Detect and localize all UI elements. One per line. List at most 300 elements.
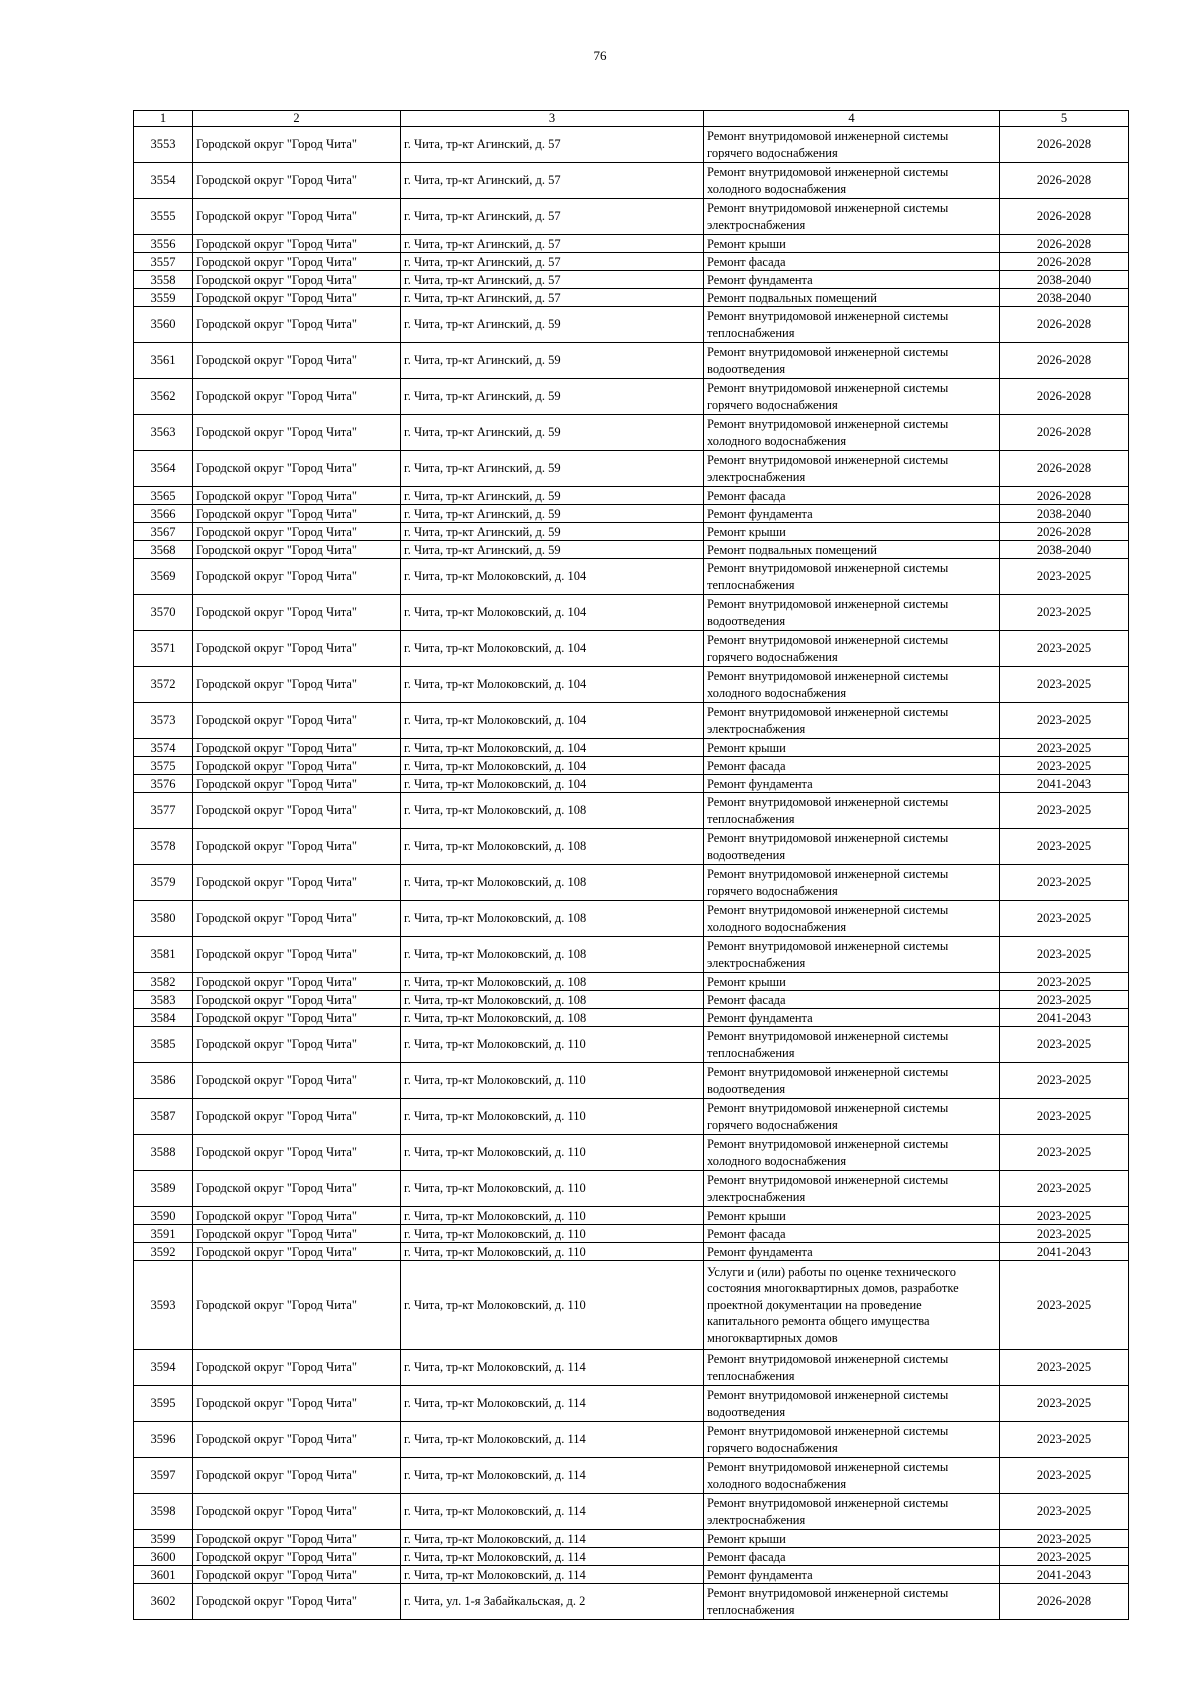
period-cell: 2023-2025: [1000, 1261, 1129, 1350]
address-cell: г. Чита, тр-кт Молоковский, д. 114: [401, 1494, 704, 1530]
period-cell: 2023-2025: [1000, 1063, 1129, 1099]
work-type-cell: Ремонт внутридомовой инженерной системы горячего водоснабжения: [704, 379, 1000, 415]
row-number-cell: 3600: [134, 1548, 193, 1566]
work-type-cell: Ремонт внутридомовой инженерной системы теплоснабжения: [704, 1027, 1000, 1063]
row-number-cell: 3565: [134, 487, 193, 505]
period-cell: 2026-2028: [1000, 253, 1129, 271]
header-col-4: 4: [704, 111, 1000, 127]
table-row: [134, 1566, 1129, 1584]
work-type-cell: Ремонт крыши: [704, 523, 1000, 541]
period-cell: 2023-2025: [1000, 1530, 1129, 1548]
row-number-cell: 3559: [134, 289, 193, 307]
table-row: [134, 505, 1129, 523]
municipality-cell: Городской округ "Город Чита": [193, 523, 401, 541]
municipality-cell: Городской округ "Город Чита": [193, 1458, 401, 1494]
address-cell: г. Чита, тр-кт Молоковский, д. 104: [401, 595, 704, 631]
table-row: [134, 595, 1129, 631]
period-cell: 2026-2028: [1000, 235, 1129, 253]
period-cell: 2038-2040: [1000, 289, 1129, 307]
table-row: [134, 343, 1129, 379]
address-cell: г. Чита, тр-кт Агинский, д. 59: [401, 415, 704, 451]
table-row: [134, 1171, 1129, 1207]
row-number-cell: 3584: [134, 1009, 193, 1027]
row-number-cell: 3579: [134, 865, 193, 901]
row-number-cell: 3597: [134, 1458, 193, 1494]
row-number-cell: 3580: [134, 901, 193, 937]
municipality-cell: Городской округ "Город Чита": [193, 595, 401, 631]
row-number-cell: 3553: [134, 127, 193, 163]
table-row: [134, 991, 1129, 1009]
municipality-cell: Городской округ "Город Чита": [193, 757, 401, 775]
table-header: [134, 111, 1129, 127]
municipality-cell: Городской округ "Город Чита": [193, 793, 401, 829]
work-type-cell: Ремонт внутридомовой инженерной системы горячего водоснабжения: [704, 1099, 1000, 1135]
row-number-cell: 3557: [134, 253, 193, 271]
work-type-cell: Ремонт фасада: [704, 1225, 1000, 1243]
row-number-cell: 3583: [134, 991, 193, 1009]
municipality-cell: Городской округ "Город Чита": [193, 1530, 401, 1548]
period-cell: 2026-2028: [1000, 523, 1129, 541]
header-col-2: 2: [193, 111, 401, 127]
address-cell: г. Чита, тр-кт Молоковский, д. 110: [401, 1243, 704, 1261]
period-cell: 2023-2025: [1000, 991, 1129, 1009]
work-type-cell: Ремонт внутридомовой инженерной системы теплоснабжения: [704, 559, 1000, 595]
municipality-cell: Городской округ "Город Чита": [193, 1584, 401, 1620]
table-row: [134, 757, 1129, 775]
address-cell: г. Чита, тр-кт Агинский, д. 59: [401, 379, 704, 415]
work-type-cell: Ремонт фундамента: [704, 1566, 1000, 1584]
work-type-cell: Ремонт подвальных помещений: [704, 289, 1000, 307]
period-cell: 2038-2040: [1000, 541, 1129, 559]
table-row: [134, 1027, 1129, 1063]
municipality-cell: Городской округ "Город Чита": [193, 487, 401, 505]
address-cell: г. Чита, тр-кт Агинский, д. 57: [401, 199, 704, 235]
municipality-cell: Городской округ "Город Чита": [193, 1422, 401, 1458]
table-row: [134, 793, 1129, 829]
period-cell: 2026-2028: [1000, 307, 1129, 343]
period-cell: 2023-2025: [1000, 1494, 1129, 1530]
period-cell: 2023-2025: [1000, 631, 1129, 667]
period-cell: 2023-2025: [1000, 1207, 1129, 1225]
table-row: [134, 865, 1129, 901]
municipality-cell: Городской округ "Город Чита": [193, 271, 401, 289]
period-cell: 2023-2025: [1000, 1350, 1129, 1386]
municipality-cell: Городской округ "Город Чита": [193, 1350, 401, 1386]
work-type-cell: Ремонт фасада: [704, 253, 1000, 271]
row-number-cell: 3599: [134, 1530, 193, 1548]
work-type-cell: Ремонт внутридомовой инженерной системы горячего водоснабжения: [704, 127, 1000, 163]
work-type-cell: Ремонт фундамента: [704, 775, 1000, 793]
row-number-cell: 3564: [134, 451, 193, 487]
table-row: [134, 253, 1129, 271]
municipality-cell: Городской округ "Город Чита": [193, 631, 401, 667]
address-cell: г. Чита, тр-кт Молоковский, д. 114: [401, 1422, 704, 1458]
work-type-cell: Ремонт фасада: [704, 1548, 1000, 1566]
address-cell: г. Чита, тр-кт Молоковский, д. 108: [401, 991, 704, 1009]
work-type-cell: Ремонт крыши: [704, 1207, 1000, 1225]
table-row: [134, 127, 1129, 163]
row-number-cell: 3588: [134, 1135, 193, 1171]
period-cell: 2023-2025: [1000, 793, 1129, 829]
row-number-cell: 3568: [134, 541, 193, 559]
row-number-cell: 3576: [134, 775, 193, 793]
address-cell: г. Чита, тр-кт Молоковский, д. 114: [401, 1386, 704, 1422]
work-type-cell: Ремонт подвальных помещений: [704, 541, 1000, 559]
municipality-cell: Городской округ "Город Чита": [193, 559, 401, 595]
row-number-cell: 3563: [134, 415, 193, 451]
address-cell: г. Чита, тр-кт Агинский, д. 57: [401, 253, 704, 271]
period-cell: 2038-2040: [1000, 505, 1129, 523]
municipality-cell: Городской округ "Город Чита": [193, 1494, 401, 1530]
work-type-cell: Ремонт внутридомовой инженерной системы горячего водоснабжения: [704, 631, 1000, 667]
work-type-cell: Ремонт внутридомовой инженерной системы электроснабжения: [704, 937, 1000, 973]
municipality-cell: Городской округ "Город Чита": [193, 1243, 401, 1261]
row-number-cell: 3589: [134, 1171, 193, 1207]
address-cell: г. Чита, тр-кт Молоковский, д. 114: [401, 1458, 704, 1494]
period-cell: 2026-2028: [1000, 127, 1129, 163]
address-cell: г. Чита, тр-кт Агинский, д. 59: [401, 343, 704, 379]
municipality-cell: Городской округ "Город Чита": [193, 829, 401, 865]
address-cell: г. Чита, тр-кт Молоковский, д. 104: [401, 757, 704, 775]
work-type-cell: Ремонт фундамента: [704, 271, 1000, 289]
address-cell: г. Чита, тр-кт Молоковский, д. 108: [401, 937, 704, 973]
row-number-cell: 3572: [134, 667, 193, 703]
period-cell: 2023-2025: [1000, 1171, 1129, 1207]
municipality-cell: Городской округ "Город Чита": [193, 1099, 401, 1135]
row-number-cell: 3571: [134, 631, 193, 667]
work-type-cell: Ремонт внутридомовой инженерной системы водоотведения: [704, 829, 1000, 865]
row-number-cell: 3596: [134, 1422, 193, 1458]
address-cell: г. Чита, тр-кт Агинский, д. 59: [401, 505, 704, 523]
municipality-cell: Городской округ "Город Чита": [193, 973, 401, 991]
municipality-cell: Городской округ "Город Чита": [193, 1566, 401, 1584]
table-row: [134, 289, 1129, 307]
table-row: [134, 451, 1129, 487]
work-type-cell: Ремонт внутридомовой инженерной системы электроснабжения: [704, 1494, 1000, 1530]
table-row: [134, 829, 1129, 865]
address-cell: г. Чита, тр-кт Агинский, д. 59: [401, 523, 704, 541]
work-type-cell: Ремонт внутридомовой инженерной системы теплоснабжения: [704, 307, 1000, 343]
period-cell: 2023-2025: [1000, 559, 1129, 595]
table-row: [134, 199, 1129, 235]
address-cell: г. Чита, тр-кт Агинский, д. 57: [401, 289, 704, 307]
address-cell: г. Чита, тр-кт Молоковский, д. 108: [401, 1009, 704, 1027]
row-number-cell: 3590: [134, 1207, 193, 1225]
row-number-cell: 3595: [134, 1386, 193, 1422]
period-cell: 2026-2028: [1000, 1584, 1129, 1620]
work-type-cell: Ремонт внутридомовой инженерной системы электроснабжения: [704, 451, 1000, 487]
period-cell: 2023-2025: [1000, 1548, 1129, 1566]
work-type-cell: Ремонт внутридомовой инженерной системы теплоснабжения: [704, 1584, 1000, 1620]
row-number-cell: 3555: [134, 199, 193, 235]
municipality-cell: Городской округ "Город Чита": [193, 1171, 401, 1207]
address-cell: г. Чита, тр-кт Агинский, д. 59: [401, 451, 704, 487]
municipality-cell: Городской округ "Город Чита": [193, 1009, 401, 1027]
municipality-cell: Городской округ "Город Чита": [193, 991, 401, 1009]
work-type-cell: Ремонт внутридомовой инженерной системы горячего водоснабжения: [704, 865, 1000, 901]
municipality-cell: Городской округ "Город Чита": [193, 1207, 401, 1225]
work-type-cell: Ремонт крыши: [704, 739, 1000, 757]
table-row: [134, 541, 1129, 559]
address-cell: г. Чита, тр-кт Агинский, д. 59: [401, 487, 704, 505]
table-row: [134, 1225, 1129, 1243]
address-cell: г. Чита, тр-кт Молоковский, д. 110: [401, 1027, 704, 1063]
header-col-3: 3: [401, 111, 704, 127]
period-cell: 2026-2028: [1000, 487, 1129, 505]
municipality-cell: Городской округ "Город Чита": [193, 415, 401, 451]
row-number-cell: 3591: [134, 1225, 193, 1243]
period-cell: 2023-2025: [1000, 901, 1129, 937]
address-cell: г. Чита, тр-кт Агинский, д. 57: [401, 127, 704, 163]
row-number-cell: 3582: [134, 973, 193, 991]
work-type-cell: Ремонт внутридомовой инженерной системы теплоснабжения: [704, 1350, 1000, 1386]
table-row: [134, 1422, 1129, 1458]
table-row: [134, 703, 1129, 739]
municipality-cell: Городской округ "Город Чита": [193, 937, 401, 973]
row-number-cell: 3558: [134, 271, 193, 289]
period-cell: 2026-2028: [1000, 379, 1129, 415]
address-cell: г. Чита, тр-кт Агинский, д. 57: [401, 163, 704, 199]
municipality-cell: Городской округ "Город Чита": [193, 1261, 401, 1350]
address-cell: г. Чита, тр-кт Молоковский, д. 104: [401, 703, 704, 739]
row-number-cell: 3585: [134, 1027, 193, 1063]
table-row: [134, 1584, 1129, 1620]
row-number-cell: 3575: [134, 757, 193, 775]
work-type-cell: Ремонт фундамента: [704, 1009, 1000, 1027]
work-type-cell: Ремонт внутридомовой инженерной системы водоотведения: [704, 1063, 1000, 1099]
period-cell: 2023-2025: [1000, 829, 1129, 865]
table-body: [134, 127, 1129, 1620]
address-cell: г. Чита, ул. 1-я Забайкальская, д. 2: [401, 1584, 704, 1620]
municipality-cell: Городской округ "Город Чита": [193, 775, 401, 793]
period-cell: 2023-2025: [1000, 1458, 1129, 1494]
row-number-cell: 3554: [134, 163, 193, 199]
work-type-cell: Ремонт внутридомовой инженерной системы холодного водоснабжения: [704, 1458, 1000, 1494]
table-row: [134, 1458, 1129, 1494]
table-row: [134, 1243, 1129, 1261]
header-col-1: 1: [134, 111, 193, 127]
period-cell: 2023-2025: [1000, 739, 1129, 757]
table-row: [134, 937, 1129, 973]
row-number-cell: 3586: [134, 1063, 193, 1099]
row-number-cell: 3561: [134, 343, 193, 379]
period-cell: 2026-2028: [1000, 415, 1129, 451]
row-number-cell: 3574: [134, 739, 193, 757]
table-row: [134, 523, 1129, 541]
row-number-cell: 3581: [134, 937, 193, 973]
period-cell: 2023-2025: [1000, 595, 1129, 631]
work-type-cell: Ремонт крыши: [704, 1530, 1000, 1548]
table-row: [134, 775, 1129, 793]
work-type-cell: Ремонт внутридомовой инженерной системы холодного водоснабжения: [704, 415, 1000, 451]
table-row: [134, 739, 1129, 757]
table-row: [134, 667, 1129, 703]
work-type-cell: Ремонт фасада: [704, 757, 1000, 775]
work-type-cell: Ремонт внутридомовой инженерной системы водоотведения: [704, 343, 1000, 379]
period-cell: 2041-2043: [1000, 1566, 1129, 1584]
municipality-cell: Городской округ "Город Чита": [193, 163, 401, 199]
municipality-cell: Городской округ "Город Чита": [193, 379, 401, 415]
address-cell: г. Чита, тр-кт Агинский, д. 59: [401, 307, 704, 343]
work-type-cell: Ремонт внутридомовой инженерной системы водоотведения: [704, 1386, 1000, 1422]
work-type-cell: Ремонт фасада: [704, 991, 1000, 1009]
row-number-cell: 3567: [134, 523, 193, 541]
row-number-cell: 3594: [134, 1350, 193, 1386]
row-number-cell: 3587: [134, 1099, 193, 1135]
address-cell: г. Чита, тр-кт Молоковский, д. 110: [401, 1099, 704, 1135]
address-cell: г. Чита, тр-кт Молоковский, д. 104: [401, 739, 704, 757]
table-row: [134, 559, 1129, 595]
period-cell: 2041-2043: [1000, 1009, 1129, 1027]
row-number-cell: 3562: [134, 379, 193, 415]
table-row: [134, 1135, 1129, 1171]
work-type-cell: Ремонт внутридомовой инженерной системы водоотведения: [704, 595, 1000, 631]
table-row: [134, 1009, 1129, 1027]
work-type-cell: Ремонт внутридомовой инженерной системы теплоснабжения: [704, 793, 1000, 829]
table-row: [134, 379, 1129, 415]
address-cell: г. Чита, тр-кт Молоковский, д. 114: [401, 1566, 704, 1584]
row-number-cell: 3601: [134, 1566, 193, 1584]
municipality-cell: Городской округ "Город Чита": [193, 739, 401, 757]
period-cell: 2026-2028: [1000, 163, 1129, 199]
row-number-cell: 3577: [134, 793, 193, 829]
row-number-cell: 3593: [134, 1261, 193, 1350]
table-row: [134, 415, 1129, 451]
period-cell: 2038-2040: [1000, 271, 1129, 289]
address-cell: г. Чита, тр-кт Молоковский, д. 108: [401, 865, 704, 901]
work-type-cell: Ремонт крыши: [704, 973, 1000, 991]
address-cell: г. Чита, тр-кт Молоковский, д. 110: [401, 1225, 704, 1243]
period-cell: 2023-2025: [1000, 1027, 1129, 1063]
municipality-cell: Городской округ "Город Чита": [193, 289, 401, 307]
address-cell: г. Чита, тр-кт Молоковский, д. 110: [401, 1207, 704, 1225]
municipality-cell: Городской округ "Город Чита": [193, 127, 401, 163]
row-number-cell: 3570: [134, 595, 193, 631]
address-cell: г. Чита, тр-кт Молоковский, д. 114: [401, 1548, 704, 1566]
municipality-cell: Городской округ "Город Чита": [193, 1063, 401, 1099]
table-row: [134, 973, 1129, 991]
work-type-cell: Ремонт фундамента: [704, 505, 1000, 523]
work-type-cell: Ремонт внутридомовой инженерной системы электроснабжения: [704, 199, 1000, 235]
page-number: 76: [593, 48, 607, 63]
table-row: [134, 235, 1129, 253]
period-cell: 2023-2025: [1000, 973, 1129, 991]
municipality-cell: Городской округ "Город Чита": [193, 235, 401, 253]
header-row: [134, 111, 1129, 127]
work-type-cell: Ремонт крыши: [704, 235, 1000, 253]
period-cell: 2026-2028: [1000, 199, 1129, 235]
address-cell: г. Чита, тр-кт Агинский, д. 59: [401, 541, 704, 559]
municipality-cell: Городской округ "Город Чита": [193, 505, 401, 523]
period-cell: 2023-2025: [1000, 865, 1129, 901]
municipality-cell: Городской округ "Город Чита": [193, 865, 401, 901]
table-row: [134, 1386, 1129, 1422]
repair-schedule-table: [133, 110, 1129, 1620]
municipality-cell: Городской округ "Город Чита": [193, 1386, 401, 1422]
period-cell: 2023-2025: [1000, 1135, 1129, 1171]
address-cell: г. Чита, тр-кт Молоковский, д. 104: [401, 667, 704, 703]
address-cell: г. Чита, тр-кт Молоковский, д. 110: [401, 1171, 704, 1207]
period-cell: 2026-2028: [1000, 451, 1129, 487]
header-col-5: 5: [1000, 111, 1129, 127]
address-cell: г. Чита, тр-кт Агинский, д. 57: [401, 271, 704, 289]
period-cell: 2023-2025: [1000, 667, 1129, 703]
address-cell: г. Чита, тр-кт Молоковский, д. 108: [401, 793, 704, 829]
work-type-cell: Услуги и (или) работы по оценке технического состояния многоквартирных домов, разработке проектной документации на проведение капитального ремонта общего имущества многоквартирных домов: [704, 1261, 1000, 1350]
table-row: [134, 1261, 1129, 1350]
table-row: [134, 271, 1129, 289]
municipality-cell: Городской округ "Город Чита": [193, 451, 401, 487]
municipality-cell: Городской округ "Город Чита": [193, 199, 401, 235]
address-cell: г. Чита, тр-кт Молоковский, д. 104: [401, 631, 704, 667]
period-cell: 2041-2043: [1000, 1243, 1129, 1261]
table-row: [134, 1099, 1129, 1135]
address-cell: г. Чита, тр-кт Молоковский, д. 110: [401, 1261, 704, 1350]
period-cell: 2023-2025: [1000, 757, 1129, 775]
period-cell: 2023-2025: [1000, 937, 1129, 973]
period-cell: 2026-2028: [1000, 343, 1129, 379]
work-type-cell: Ремонт внутридомовой инженерной системы холодного водоснабжения: [704, 1135, 1000, 1171]
table-row: [134, 163, 1129, 199]
row-number-cell: 3556: [134, 235, 193, 253]
row-number-cell: 3560: [134, 307, 193, 343]
municipality-cell: Городской округ "Город Чита": [193, 253, 401, 271]
period-cell: 2023-2025: [1000, 1099, 1129, 1135]
address-cell: г. Чита, тр-кт Молоковский, д. 114: [401, 1530, 704, 1548]
period-cell: 2023-2025: [1000, 1386, 1129, 1422]
address-cell: г. Чита, тр-кт Молоковский, д. 104: [401, 775, 704, 793]
address-cell: г. Чита, тр-кт Молоковский, д. 114: [401, 1350, 704, 1386]
municipality-cell: Городской округ "Город Чита": [193, 343, 401, 379]
table-row: [134, 1063, 1129, 1099]
address-cell: г. Чита, тр-кт Агинский, д. 57: [401, 235, 704, 253]
work-type-cell: Ремонт внутридомовой инженерной системы холодного водоснабжения: [704, 667, 1000, 703]
row-number-cell: 3592: [134, 1243, 193, 1261]
table-row: [134, 1494, 1129, 1530]
period-cell: 2023-2025: [1000, 1422, 1129, 1458]
work-type-cell: Ремонт фундамента: [704, 1243, 1000, 1261]
address-cell: г. Чита, тр-кт Молоковский, д. 104: [401, 559, 704, 595]
work-type-cell: Ремонт фасада: [704, 487, 1000, 505]
row-number-cell: 3598: [134, 1494, 193, 1530]
table-row: [134, 1350, 1129, 1386]
table-row: [134, 901, 1129, 937]
municipality-cell: Городской округ "Город Чита": [193, 307, 401, 343]
work-type-cell: Ремонт внутридомовой инженерной системы холодного водоснабжения: [704, 163, 1000, 199]
address-cell: г. Чита, тр-кт Молоковский, д. 110: [401, 1135, 704, 1171]
work-type-cell: Ремонт внутридомовой инженерной системы электроснабжения: [704, 1171, 1000, 1207]
row-number-cell: 3569: [134, 559, 193, 595]
table-row: [134, 487, 1129, 505]
row-number-cell: 3578: [134, 829, 193, 865]
municipality-cell: Городской округ "Город Чита": [193, 1548, 401, 1566]
table-row: [134, 1548, 1129, 1566]
row-number-cell: 3602: [134, 1584, 193, 1620]
municipality-cell: Городской округ "Город Чита": [193, 703, 401, 739]
row-number-cell: 3573: [134, 703, 193, 739]
work-type-cell: Ремонт внутридомовой инженерной системы холодного водоснабжения: [704, 901, 1000, 937]
municipality-cell: Городской округ "Город Чита": [193, 1027, 401, 1063]
municipality-cell: Городской округ "Город Чита": [193, 1225, 401, 1243]
municipality-cell: Городской округ "Город Чита": [193, 667, 401, 703]
address-cell: г. Чита, тр-кт Молоковский, д. 108: [401, 829, 704, 865]
period-cell: 2023-2025: [1000, 1225, 1129, 1243]
municipality-cell: Городской округ "Город Чита": [193, 541, 401, 559]
work-type-cell: Ремонт внутридомовой инженерной системы горячего водоснабжения: [704, 1422, 1000, 1458]
period-cell: 2041-2043: [1000, 775, 1129, 793]
municipality-cell: Городской округ "Город Чита": [193, 901, 401, 937]
period-cell: 2023-2025: [1000, 703, 1129, 739]
